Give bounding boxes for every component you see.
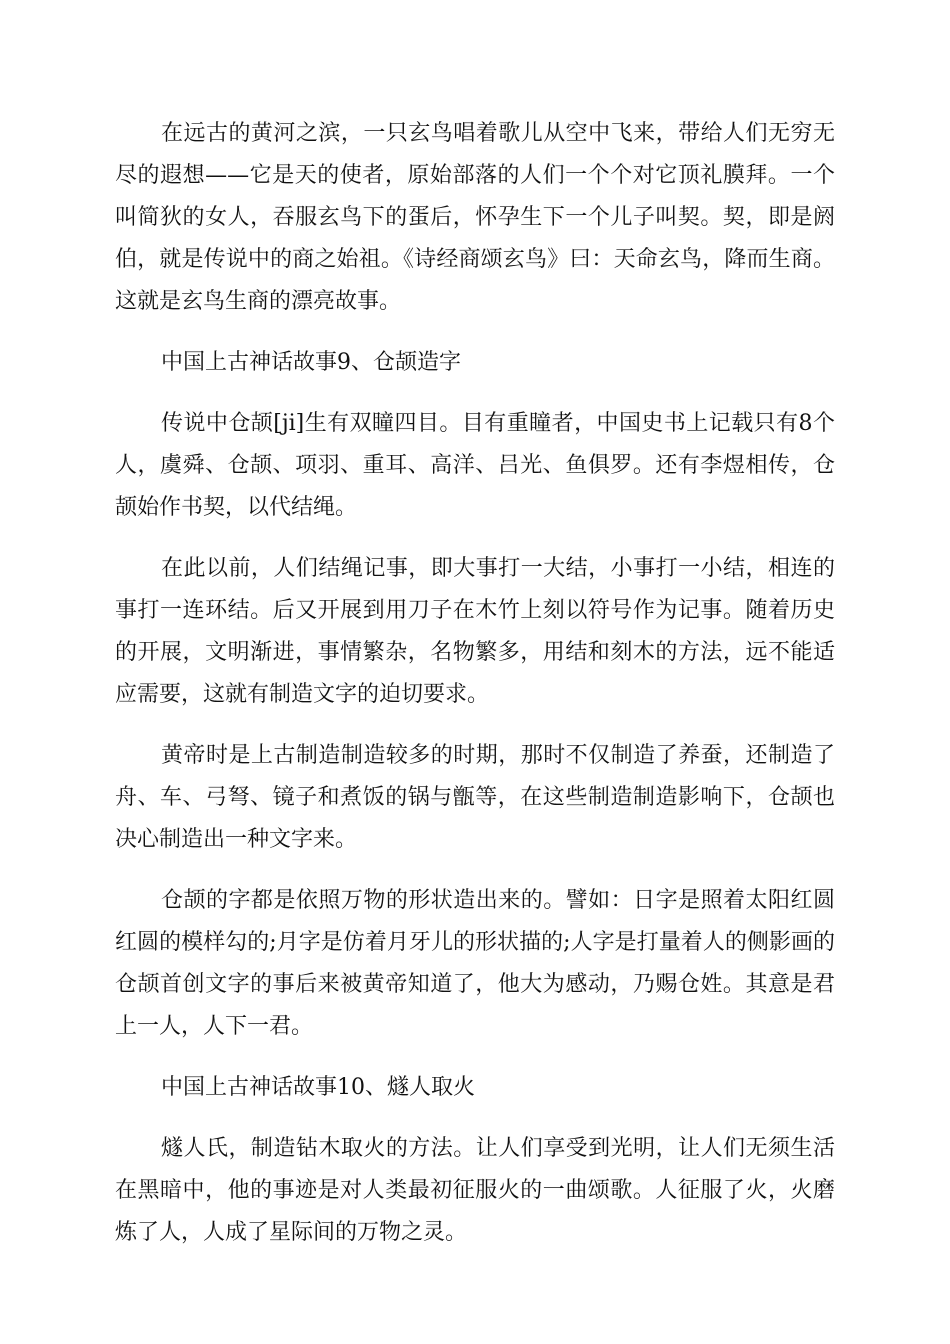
paragraph-xuanniao: 在远古的黄河之滨，一只玄鸟唱着歌儿从空中飞来，带给人们无穷无尽的遐想——它是天的使者，原始部落的人们一个个对它顶礼膜拜。一个叫简狄的女人，吞服玄鸟下的蛋后，怀孕生下一个儿子叫契。契，即是阏伯，就是传说中的商之始祖。《诗经商颂玄鸟》曰：天命玄鸟，降而生商。这就是玄鸟生商的漂亮故事。 (115, 121, 835, 314)
document-body (115, 113, 835, 1273)
section-heading-cangjie: 中国上古神话故事9、仓颉造字 (161, 350, 461, 375)
paragraph-character-shapes: 仓颉的字都是依照万物的形状造出来的。譬如：日字是照着太阳红圆红圆的模样勾的;月字是仿着月牙儿的形状描的;人字是打量着人的侧影画的仓颉首创文字的事后来被黄帝知道了，他大为感动，乃赐仓姓。其意是君上一人，人下一君。 (115, 888, 835, 1039)
paragraph-huangdi-era: 黄帝时是上古制造制造较多的时期，那时不仅制造了养蚕，还制造了舟、车、弓弩、镜子和煮饭的锅与甑等，在这些制造制造影响下，仓颉也决心制造出一种文字来。 (115, 743, 835, 852)
paragraph-cangjie-eyes: 传说中仓颉[ji]生有双瞳四目。目有重瞳者，中国史书上记载只有8个人，虞舜、仓颉、项羽、重耳、高洋、吕光、鱼俱罗。还有李煜相传，仓颉始作书契，以代结绳。 (115, 411, 835, 520)
section-heading-suiren: 中国上古神话故事10、燧人取火 (161, 1075, 475, 1100)
paragraph-suiren-fire: 燧人氏，制造钻木取火的方法。让人们享受到光明，让人们无须生活在黑暗中，他的事迹是对人类最初征服火的一曲颂歌。人征服了火，火磨炼了人，人成了星际间的万物之灵。 (115, 1136, 835, 1245)
paragraph-knot-records: 在此以前，人们结绳记事，即大事打一大结，小事打一小结，相连的事打一连环结。后又开展到用刀子在木竹上刻以符号作为记事。随着历史的开展，文明渐进，事情繁杂，名物繁多，用结和刻木的方法，远不能适应需要，这就有制造文字的迫切要求。 (115, 556, 835, 707)
